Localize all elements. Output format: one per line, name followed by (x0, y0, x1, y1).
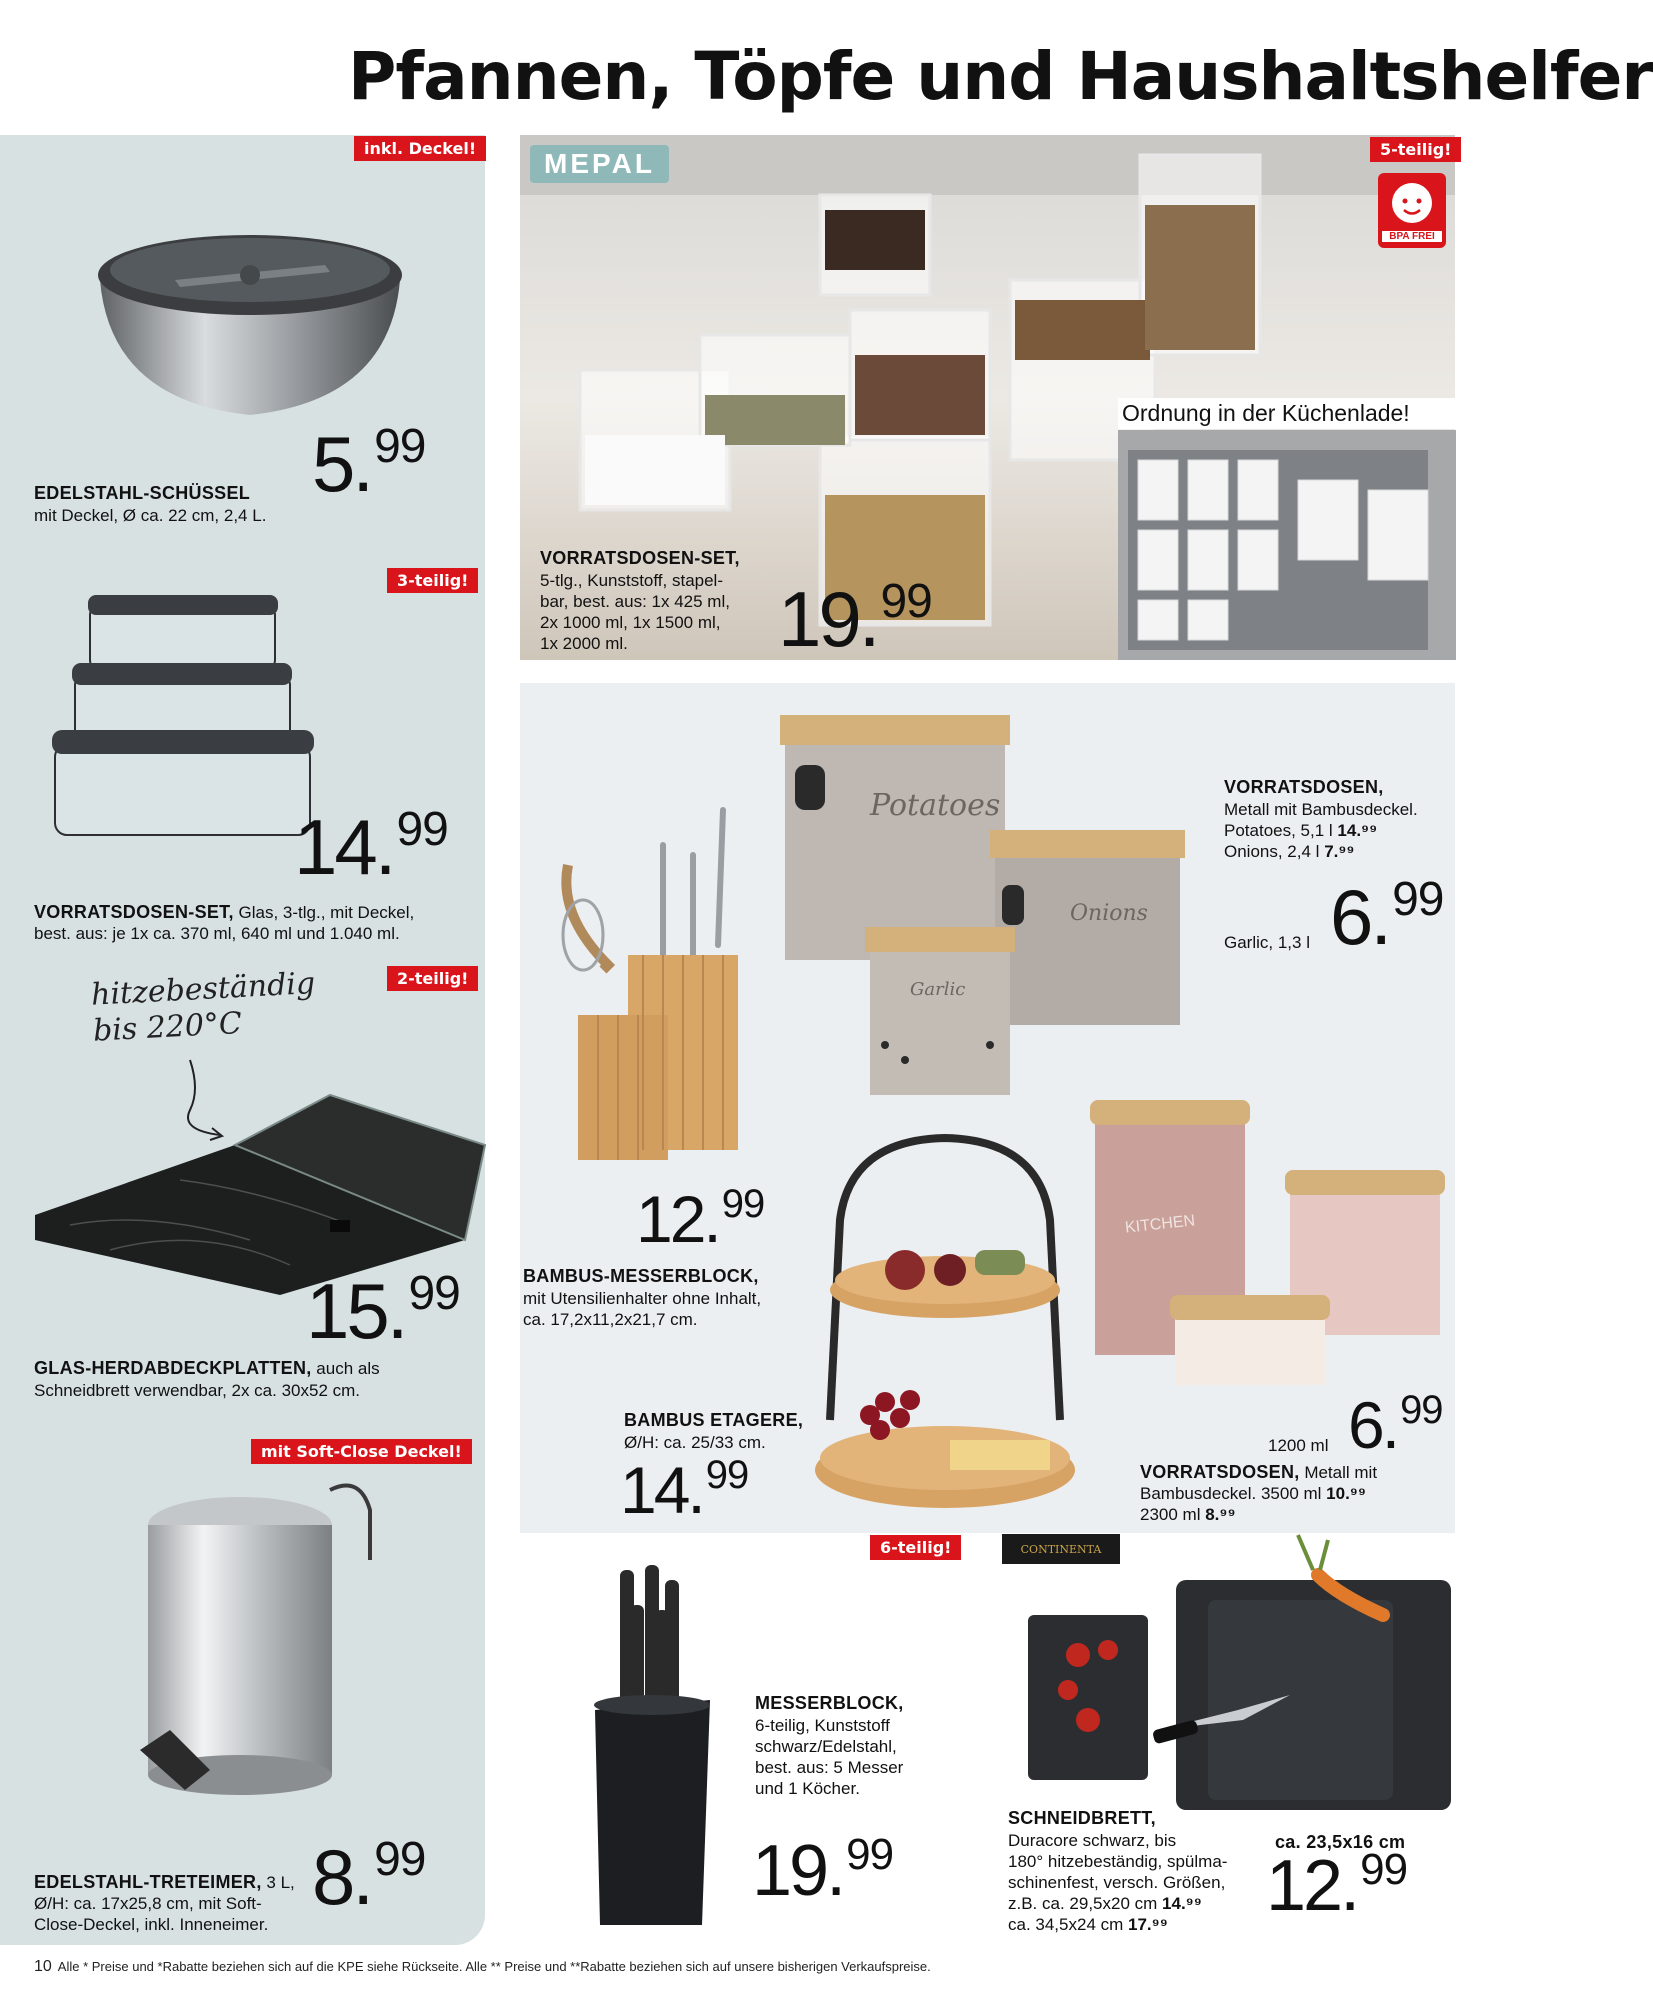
pedal-bin-image (130, 1470, 400, 1815)
bamboo-knife-block-image (548, 805, 778, 1185)
trash-desc-line2: Ø/H: ca. 17x25,8 cm, mit Soft- (34, 1894, 262, 1913)
bamboo-knife-block-name: BAMBUS-MESSERBLOCK, (523, 1266, 759, 1286)
mepal-badge: 5-teilig! (1370, 137, 1461, 162)
price-main: 6 (1348, 1388, 1382, 1462)
bamboo-knife-block-desc-line2: ca. 17,2x11,2x21,7 cm. (523, 1310, 698, 1329)
bamboo-knife-block-desc-line1: mit Utensilienhalter ohne Inhalt, (523, 1289, 762, 1308)
bowl-name: EDELSTAHL-SCHÜSSEL (34, 483, 251, 503)
stove-cover-badge: 2-teilig! (387, 966, 478, 991)
page-footer (34, 1958, 931, 1976)
mepal-name: VORRATSDOSEN-SET, (540, 548, 740, 568)
price-main: 12 (636, 1182, 704, 1256)
glass-containers-image (50, 585, 320, 850)
price-cents: 99 (374, 1833, 426, 1886)
footnote: Alle * Preise und *Rabatte beziehen sich auf die KPE siehe Rückseite. Alle ** Preise und **Rabatte beziehen sich auf unsere bisherigen Verkaufspreise. (57, 1959, 931, 1974)
bowl-desc: mit Deckel, Ø ca. 22 cm, 2,4 L. (34, 506, 267, 525)
potatoes-price: 14.⁹⁹ (1337, 821, 1378, 840)
knife-block-name: MESSERBLOCK, (755, 1693, 904, 1713)
price-main: 8 (312, 1833, 353, 1921)
bowl-badge: inkl. Deckel! (354, 136, 486, 161)
trash-desc-inline: 3 L, (261, 1873, 295, 1892)
metal-tins-desc-line3 (1224, 841, 1355, 862)
trash-name: EDELSTAHL-TRETEIMER, (34, 1872, 262, 1892)
steel-bowl-image (90, 225, 410, 425)
onions-price: 7.⁹⁹ (1324, 842, 1355, 861)
cutting-board-size-label: ca. 23,5x16 cm (1275, 1832, 1406, 1852)
glass-set-badge: 3-teilig! (387, 568, 478, 593)
drawer-inset-photo (1118, 430, 1456, 660)
trash-desc-line1 (34, 1872, 295, 1893)
black-knife-block-image (590, 1565, 720, 1935)
knife-block-desc-line1: 6-teilig, Kunststoff (755, 1716, 890, 1735)
glass-set-desc-line1 (34, 902, 414, 923)
cutting-board-price: 12.99 (1266, 1845, 1408, 1926)
metal-tins-price: 6.99 (1330, 873, 1444, 961)
stove-cover-desc-inline: auch als (311, 1359, 380, 1378)
etagere-desc: Ø/H: ca. 25/33 cm. (624, 1433, 766, 1452)
price-main: 19 (752, 1831, 827, 1911)
trash-price: 8.99 (312, 1833, 426, 1921)
price-cents: 99 (374, 420, 426, 473)
kitchen-tins-size-medium: 2300 ml (1140, 1505, 1201, 1524)
kitchen-tin-label: KITCHEN (1124, 1212, 1196, 1237)
price-cents: 99 (846, 1830, 894, 1879)
bpa-free-label: BPA FREI (1382, 231, 1442, 242)
cutting-board-size-b: ca. 34,5x24 cm (1008, 1915, 1124, 1934)
price-cents: 99 (408, 1267, 460, 1320)
potatoes-size: Potatoes, 5,1 l (1224, 821, 1333, 840)
page-title: Pfannen, Töpfe und Haushaltshelfer (348, 38, 1653, 115)
etagere-name: BAMBUS ETAGERE, (624, 1410, 804, 1430)
trash-badge: mit Soft-Close Deckel! (251, 1439, 472, 1464)
mepal-desc-line1: 5-tlg., Kunststoff, stapel- (540, 571, 723, 590)
mepal-brand-logo: MEPAL (530, 145, 669, 183)
etagere-price: 14.99 (620, 1453, 749, 1527)
onions-tin-label: Onions (1070, 901, 1148, 926)
cutting-board-price-b: 17.⁹⁹ (1128, 1915, 1168, 1934)
price-cents: 99 (721, 1182, 765, 1226)
garlic-size: Garlic, 1,3 l (1224, 933, 1310, 952)
price-cents: 99 (880, 575, 932, 628)
bamboo-etagere-image (810, 1130, 1080, 1530)
knife-block-price: 19.99 (752, 1830, 894, 1911)
kitchen-tins-price: 6.99 (1348, 1388, 1443, 1462)
price-main: 19 (778, 575, 859, 663)
glass-set-desc-inline: Glas, 3-tlg., mit Deckel, (233, 903, 415, 922)
price-main: 14 (620, 1453, 688, 1527)
cutting-board-desc-line4 (1008, 1893, 1202, 1914)
price-main: 15 (306, 1267, 387, 1355)
kitchen-tins-image (1090, 1095, 1445, 1390)
cutting-board-size-a: z.B. ca. 29,5x20 cm (1008, 1894, 1158, 1913)
continenta-brand-logo: CONTINENTA (1002, 1534, 1120, 1564)
metal-tins-image (780, 705, 1200, 1105)
mepal-desc-line2: bar, best. aus: 1x 425 ml, (540, 592, 730, 611)
drawer-caption: Ordnung in der Küchenlade! (1118, 398, 1456, 429)
kitchen-tins-size: 1200 ml (1268, 1436, 1329, 1455)
metal-tins-desc-line1: Metall mit Bambusdeckel. (1224, 800, 1418, 819)
metal-tins-name: VORRATSDOSEN, (1224, 777, 1384, 797)
cutting-board-desc-line3: schinenfest, versch. Größen, (1008, 1873, 1226, 1892)
stove-cover-desc-line2: Schneidbrett verwendbar, 2x ca. 30x52 cm. (34, 1381, 361, 1400)
mepal-price: 19.99 (778, 575, 932, 663)
glass-set-desc-line2: best. aus: je 1x ca. 370 ml, 640 ml und 1.040 ml. (34, 924, 400, 943)
trash-desc-line3: Close-Deckel, inkl. Inneneimer. (34, 1915, 269, 1934)
metal-tins-desc-line2 (1224, 820, 1377, 841)
cutting-board-desc-line1: Duracore schwarz, bis (1008, 1831, 1177, 1850)
kitchen-tins-name: VORRATSDOSEN, (1140, 1462, 1300, 1482)
onions-size: Onions, 2,4 l (1224, 842, 1320, 861)
stove-cover-desc-line1 (34, 1358, 380, 1379)
garlic-tin-label: Garlic (910, 979, 966, 1000)
kitchen-tins-price-large: 10.⁹⁹ (1326, 1484, 1366, 1503)
knife-block-desc-line2: schwarz/Edelstahl, (755, 1737, 897, 1756)
page-number: 10 (34, 1958, 52, 1975)
price-main: 5 (312, 420, 353, 508)
mepal-desc-line3: 2x 1000 ml, 1x 1500 ml, (540, 613, 721, 632)
stove-cover-name: GLAS-HERDABDECKPLATTEN, (34, 1358, 312, 1378)
price-main: 6 (1330, 873, 1371, 961)
glass-set-name: VORRATSDOSEN-SET, (34, 902, 234, 922)
price-cents: 99 (1360, 1845, 1408, 1894)
kitchen-tins-desc-line3 (1140, 1504, 1236, 1525)
stove-cover-price: 15.99 (306, 1267, 460, 1355)
bpa-free-icon (1378, 173, 1446, 248)
kitchen-tins-price-medium: 8.⁹⁹ (1205, 1505, 1236, 1524)
cutting-board-desc-line2: 180° hitzebeständig, spülma- (1008, 1852, 1228, 1871)
kitchen-tins-desc-inline: Metall mit (1299, 1463, 1378, 1482)
knife-block-desc-line4: und 1 Köcher. (755, 1779, 860, 1798)
price-main: 14 (294, 803, 375, 891)
price-cents: 99 (1392, 873, 1444, 926)
cutting-board-desc-line5 (1008, 1914, 1168, 1935)
mepal-desc-line4: 1x 2000 ml. (540, 634, 628, 653)
cutting-board-name: SCHNEIDBRETT, (1008, 1808, 1156, 1828)
glass-set-price: 14.99 (294, 803, 448, 891)
kitchen-tins-size-large: Bambusdeckel. 3500 ml (1140, 1484, 1322, 1503)
stove-cover-arrow-and-plates (30, 1050, 490, 1300)
kitchen-tins-desc-line1 (1140, 1462, 1377, 1483)
potatoes-tin-label: Potatoes (870, 788, 1001, 823)
price-main: 12 (1266, 1846, 1341, 1926)
cutting-board-price-a: 14.⁹⁹ (1162, 1894, 1202, 1913)
knife-block-badge: 6-teilig! (870, 1535, 961, 1560)
price-cents: 99 (396, 803, 448, 856)
kitchen-tins-desc-line2 (1140, 1483, 1366, 1504)
cutting-boards-image (1028, 1535, 1463, 1820)
bowl-price: 5.99 (312, 420, 426, 508)
price-cents: 99 (1400, 1388, 1443, 1432)
knife-block-desc-line3: best. aus: 5 Messer (755, 1758, 904, 1777)
bamboo-knife-block-price: 12.99 (636, 1182, 765, 1256)
price-cents: 99 (705, 1453, 749, 1497)
heat-resistant-handwriting: hitzebeständig bis 220°C (90, 966, 316, 1049)
